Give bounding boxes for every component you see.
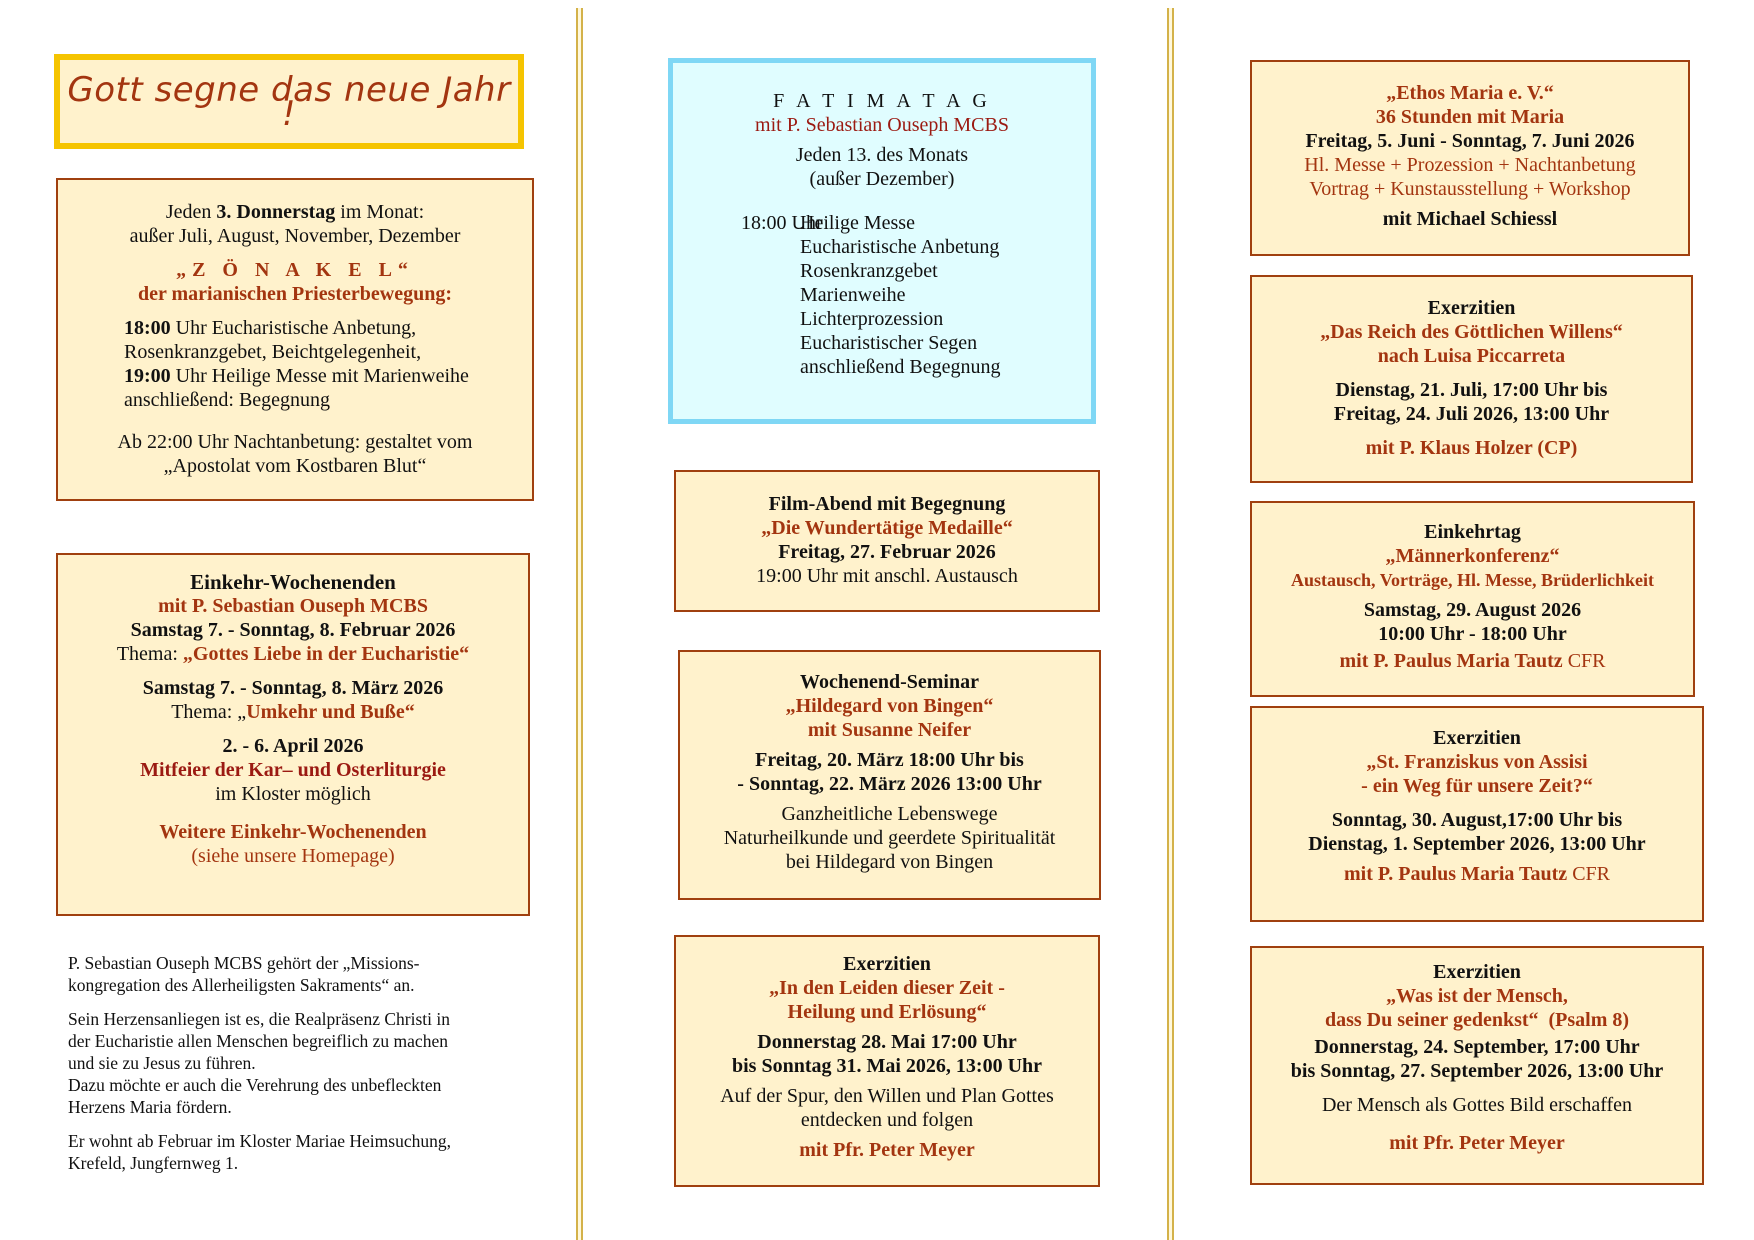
speaker: mit P. Paulus Maria Tautz — [1344, 863, 1568, 885]
text: der Eucharistie allen Menschen begreiflich zu machen — [68, 1031, 448, 1051]
greeting-banner — [54, 54, 524, 149]
bio-text — [68, 952, 538, 1186]
exerzitien-date: Dienstag, 21. Juli, 17:00 Uhr bis — [1335, 379, 1608, 401]
exerzitien-reich-box — [1250, 275, 1693, 483]
seminar-desc: Naturheilkunde und geerdete Spiritualität — [723, 827, 1056, 849]
fatima-item: Marienweihe — [800, 284, 906, 306]
exerzitien-date: bis Sonntag, 27. September 2026, 13:00 Uhr — [1290, 1060, 1664, 1082]
text: P. Sebastian Ouseph MCBS gehört der „Missions- — [68, 953, 420, 973]
exerzitien-sub: nach Luisa Piccarreta — [1377, 345, 1566, 367]
exerzitien-with: mit Pfr. Peter Meyer — [1389, 1132, 1565, 1154]
exerzitien-name: dass Du seiner gedenkst“ (Psalm 8) — [1324, 1009, 1630, 1031]
exerzitien-desc: Der Mensch als Gottes Bild erschaffen — [1321, 1094, 1633, 1116]
fatima-time: 18:00 Uhr — [741, 212, 823, 234]
text: im Monat: — [335, 201, 425, 223]
seminar-date2: - Sonntag, 22. März 2026 13:00 Uhr — [737, 773, 1042, 795]
seminar-date1: Freitag, 20. März 18:00 Uhr bis — [755, 749, 1024, 771]
zoenakel-times — [58, 316, 532, 412]
seminar-name: „Hildegard von Bingen“ — [785, 695, 994, 717]
zoenakel-subtitle: der marianischen Priesterbewegung: — [137, 283, 453, 305]
einkehrtag-title: Einkehrtag — [1424, 521, 1521, 543]
fatima-with: mit P. Sebastian Ouseph MCBS — [755, 114, 1009, 136]
exerzitien-date: Donnerstag, 24. September, 17:00 Uhr — [1314, 1036, 1640, 1058]
seminar-desc: bei Hildegard von Bingen — [785, 851, 994, 873]
seminar-desc: Ganzheitliche Lebenswege — [781, 803, 998, 825]
theme: Umkehr und Buße“ — [246, 701, 415, 723]
text: Herzens Maria fördern. — [68, 1097, 232, 1117]
text: Krefeld, Jungfernweg 1. — [68, 1153, 239, 1173]
night-adoration: Ab 22:00 Uhr Nachtanbetung: gestaltet vom — [117, 431, 473, 453]
exerzitien-name: Heilung und Erlösung“ — [787, 1001, 987, 1023]
ethos-date: Freitag, 5. Juni - Sonntag, 7. Juni 2026 — [1305, 130, 1635, 152]
weekend-seminar-box — [678, 650, 1101, 900]
einkehr-date2: Samstag 7. - Sonntag, 8. März 2026 — [142, 677, 444, 699]
homepage-link[interactable]: (siehe unsere Homepage) — [191, 845, 395, 867]
einkehr-theme1 — [58, 642, 528, 666]
text: Uhr Eucharistische Anbetung, — [170, 317, 417, 339]
ethos-program: Hl. Messe + Prozession + Nachtanbetung — [1304, 154, 1636, 176]
exerzitien-desc: Auf der Spur, den Willen und Plan Gottes — [720, 1085, 1054, 1107]
einkehr-date1: Samstag 7. - Sonntag, 8. Februar 2026 — [130, 619, 456, 641]
text: Er wohnt ab Februar im Kloster Mariae Heimsuchung, — [68, 1131, 451, 1151]
exerzitien-title: Exerzitien — [1433, 961, 1521, 983]
fatima-item: anschließend Begegnung — [800, 356, 1001, 378]
bio-paragraph-3 — [68, 1130, 538, 1174]
text: Thema: „ — [171, 701, 247, 723]
exerzitien-leiden-box — [674, 935, 1100, 1187]
einkehr-box — [56, 553, 530, 916]
fatima-title: F A T I M A T A G — [773, 90, 991, 112]
text: Sein Herzensanliegen ist es, die Realpräsenz Christi in — [68, 1009, 450, 1029]
exerzitien-date: Sonntag, 30. August,17:00 Uhr bis — [1331, 809, 1623, 831]
zoenakel-schedule-line — [58, 200, 532, 224]
seminar-with: mit Susanne Neifer — [807, 719, 972, 741]
fatima-item: Eucharistische Anbetung — [800, 236, 1000, 258]
einkehr-date3: 2. - 6. April 2026 — [222, 735, 364, 757]
einkehrtag-maenner-box — [1250, 501, 1695, 697]
speaker: mit P. Paulus Maria Tautz — [1339, 650, 1563, 672]
zoenakel-box — [56, 178, 534, 501]
exerzitien-franziskus-box — [1250, 706, 1704, 922]
exerzitien-date: Freitag, 24. Juli 2026, 13:00 Uhr — [1333, 403, 1610, 425]
fatima-item: Lichterprozession — [800, 308, 944, 330]
bio-paragraph-1 — [68, 952, 538, 996]
exerzitien-date: Dienstag, 1. September 2026, 13:00 Uhr — [1308, 833, 1646, 855]
time: 19:00 — [124, 365, 171, 387]
einkehrtag-with — [1252, 649, 1693, 673]
exerzitien-title: Exerzitien — [1433, 727, 1521, 749]
fatima-except: (außer Dezember) — [809, 168, 955, 190]
fatima-when: Jeden 13. des Monats — [795, 144, 969, 166]
fatima-box — [668, 58, 1096, 424]
einkehrtag-date: Samstag, 29. August 2026 — [1363, 599, 1582, 621]
einkehrtag-name: „Männerkonferenz“ — [1385, 545, 1560, 567]
film-name: „Die Wundertätige Medaille“ — [761, 517, 1013, 539]
text: Dazu möchte er auch die Verehrung des unbefleckten — [68, 1075, 442, 1095]
fatima-item: Rosenkranzgebet — [800, 260, 938, 282]
zoenakel-exceptions: außer Juli, August, November, Dezember — [129, 225, 461, 247]
time: 18:00 — [124, 317, 171, 339]
ethos-maria-box — [1250, 60, 1690, 256]
column-divider-left — [576, 8, 583, 1240]
text: kongregation des Allerheiligsten Sakraments“ an. — [68, 975, 415, 995]
ethos-with: mit Michael Schiessl — [1382, 208, 1558, 230]
exerzitien-date: bis Sonntag 31. Mai 2026, 13:00 Uhr — [731, 1055, 1043, 1077]
night-adoration-org: „Apostolat vom Kostbaren Blut“ — [163, 455, 427, 477]
exerzitien-title: Exerzitien — [1427, 297, 1516, 319]
einkehr-theme2 — [58, 700, 528, 724]
ethos-name: „Ethos Maria e. V.“ — [1386, 82, 1554, 104]
exerzitien-with: mit Pfr. Peter Meyer — [799, 1139, 975, 1161]
order: CFR — [1567, 863, 1610, 885]
fatima-item: Heilige Messe — [800, 212, 915, 234]
greeting-text: Gott segne das neue Jahr ! — [67, 69, 511, 134]
bio-paragraph-2 — [68, 1008, 538, 1118]
exerzitien-name: - ein Weg für unsere Zeit?“ — [1361, 775, 1593, 797]
fatima-schedule — [673, 211, 1091, 379]
einkehrtag-sub: Austausch, Vorträge, Hl. Messe, Brüderlichkeit — [1291, 570, 1654, 590]
fatima-items — [741, 211, 1091, 379]
more-weekends: Weitere Einkehr-Wochenenden — [159, 821, 427, 843]
ethos-program: Vortrag + Kunstausstellung + Workshop — [1309, 178, 1631, 200]
ethos-sub: 36 Stunden mit Maria — [1375, 106, 1565, 128]
exerzitien-name: „St. Franziskus von Assisi — [1366, 751, 1588, 773]
exerzitien-title: Exerzitien — [843, 953, 931, 975]
seminar-title: Wochenend-Seminar — [800, 671, 979, 693]
text: Jeden — [165, 201, 217, 223]
text-bold: 3. Donnerstag — [216, 201, 336, 223]
easter-note: im Kloster möglich — [215, 783, 371, 805]
text: Thema: — [116, 643, 183, 665]
exerzitien-with — [1252, 862, 1702, 886]
einkehr-with: mit P. Sebastian Ouseph MCBS — [158, 595, 428, 617]
fatima-item: Eucharistischer Segen — [800, 332, 978, 354]
text: anschließend: Begegnung — [124, 389, 331, 411]
exerzitien-mensch-box — [1250, 946, 1704, 1185]
text: Uhr Heilige Messe mit Marienweihe — [170, 365, 469, 387]
einkehr-title: Einkehr-Wochenenden — [190, 570, 396, 594]
text: Rosenkranzgebet, Beichtgelegenheit, — [124, 341, 422, 363]
exerzitien-desc: entdecken und folgen — [800, 1109, 974, 1131]
column-divider-right — [1167, 8, 1174, 1240]
exerzitien-name: „Das Reich des Göttlichen Willens“ — [1320, 321, 1623, 343]
exerzitien-name: „In den Leiden dieser Zeit - — [769, 977, 1005, 999]
exerzitien-with: mit P. Klaus Holzer (CP) — [1365, 437, 1578, 459]
film-time: 19:00 Uhr mit anschl. Austausch — [756, 565, 1018, 587]
easter-liturgy: Mitfeier der Kar– und Osterliturgie — [140, 759, 446, 781]
order: CFR — [1562, 650, 1606, 672]
film-date: Freitag, 27. Februar 2026 — [778, 541, 996, 563]
text: und sie zu Jesus zu führen. — [68, 1053, 256, 1073]
exerzitien-date: Donnerstag 28. Mai 17:00 Uhr — [757, 1031, 1017, 1053]
zoenakel-title: „Z Ö N A K E L“ — [176, 259, 414, 281]
exerzitien-name: „Was ist der Mensch, — [1386, 985, 1568, 1007]
film-title: Film-Abend mit Begegnung — [768, 493, 1006, 515]
film-evening-box — [674, 470, 1100, 612]
einkehrtag-time: 10:00 Uhr - 18:00 Uhr — [1378, 623, 1567, 645]
theme: „Gottes Liebe in der Eucharistie“ — [182, 643, 470, 665]
